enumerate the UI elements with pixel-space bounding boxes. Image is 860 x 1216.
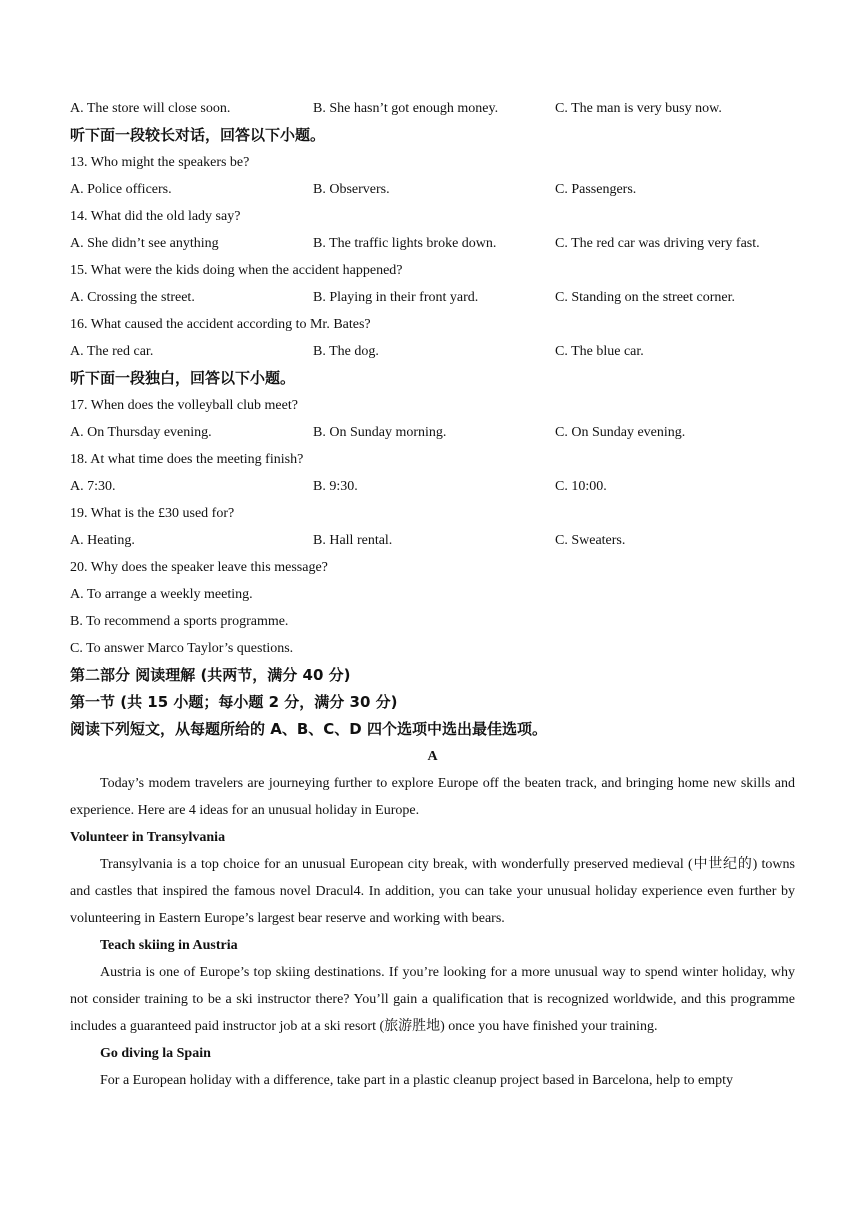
section-heading-monologue: 听下面一段独白，回答以下小题。 [70, 369, 296, 387]
option-b: B. Playing in their front yard. [313, 290, 479, 305]
reading-instructions: 阅读下列短文，从每题所给的 A、B、C、D 四个选项中选出最佳选项。 [70, 720, 547, 738]
option-b: B. Hall rental. [313, 533, 393, 548]
option-c: C. The red car was driving very fast. [555, 236, 760, 251]
section-one-title: 第一节 (共 15 小题；每小题 2 分，满分 30 分) [70, 693, 398, 711]
question-16: 16. What caused the accident according to Mr. Bates? [70, 317, 371, 332]
answer-options-row [70, 419, 795, 446]
option-b: B. The dog. [313, 344, 379, 359]
option-a: A. Police officers. [70, 182, 172, 197]
option-b: B. On Sunday morning. [313, 425, 447, 440]
answer-options-row [70, 95, 795, 122]
passage-label: A [427, 749, 438, 764]
option-a: A. The red car. [70, 344, 154, 359]
answer-options-row [70, 338, 795, 365]
option-c: C. Sweaters. [555, 533, 626, 548]
option-a: A. The store will close soon. [70, 101, 231, 116]
option-b: B. The traffic lights broke down. [313, 236, 497, 251]
option-a: A. Heating. [70, 533, 135, 548]
answer-options-row [70, 230, 795, 257]
subheading-austria: Teach skiing in Austria [100, 938, 238, 953]
option-c: C. Passengers. [555, 182, 637, 197]
passage-intro: Today’s modem travelers are journeying further to explore Europe off the beaten track, and bringing home new skills and experience. Here are 4 ideas for an unusual holiday in Europe. [70, 776, 795, 818]
answer-options-row [70, 284, 795, 311]
paragraph-austria: Austria is one of Europe’s top skiing destinations. If you’re looking for a more unusual way to spend winter holiday, why not consider training to be a ski instructor there? You’ll gain a qualification that is recognized worldwide, and this programme includes a guaranteed paid instructor job at a ski resort (旅游胜地) once you have finished your training. [70, 965, 795, 1034]
option-b: B. To recommend a sports programme. [70, 614, 289, 629]
subheading-transylvania: Volunteer in Transylvania [70, 830, 226, 845]
option-c: C. On Sunday evening. [555, 425, 686, 440]
answer-options-row [70, 176, 795, 203]
option-c: C. 10:00. [555, 479, 607, 494]
section-heading-long-dialogue: 听下面一段较长对话，回答以下小题。 [70, 126, 326, 144]
option-c: C. The man is very busy now. [555, 101, 722, 116]
answer-options-row [70, 473, 795, 500]
question-14: 14. What did the old lady say? [70, 209, 241, 224]
option-c: C. Standing on the street corner. [555, 290, 736, 305]
question-13: 13. Who might the speakers be? [70, 155, 250, 170]
option-a: A. 7:30. [70, 479, 116, 494]
option-a: A. She didn’t see anything [70, 236, 219, 251]
option-a: A. On Thursday evening. [70, 425, 212, 440]
paragraph-spain: For a European holiday with a difference, take part in a plastic cleanup project based in Barcelona, help to empty [100, 1073, 734, 1088]
question-17: 17. When does the volleyball club meet? [70, 398, 298, 413]
option-a: A. Crossing the street. [70, 290, 195, 305]
paragraph-transylvania: Transylvania is a top choice for an unusual European city break, with wonderfully preserved medieval (中世纪的) towns and castles that inspired the famous novel Dracul4. In addition, you can take your unusual holiday experience even further by volunteering in Eastern Europe’s largest bear reserve and working with bears. [70, 857, 795, 926]
question-18: 18. At what time does the meeting finish? [70, 452, 304, 467]
option-b: B. Observers. [313, 182, 390, 197]
exam-page [70, 95, 795, 1094]
option-a: A. To arrange a weekly meeting. [70, 587, 253, 602]
subheading-spain: Go diving la Spain [100, 1046, 211, 1061]
answer-options-row [70, 527, 795, 554]
option-c: C. To answer Marco Taylor’s questions. [70, 641, 294, 656]
question-20: 20. Why does the speaker leave this message? [70, 560, 328, 575]
option-b: B. She hasn’t got enough money. [313, 101, 499, 116]
question-15: 15. What were the kids doing when the accident happened? [70, 263, 403, 278]
option-c: C. The blue car. [555, 344, 644, 359]
question-19: 19. What is the £30 used for? [70, 506, 235, 521]
part-two-title: 第二部分 阅读理解 (共两节，满分 40 分) [70, 666, 351, 684]
option-b: B. 9:30. [313, 479, 358, 494]
